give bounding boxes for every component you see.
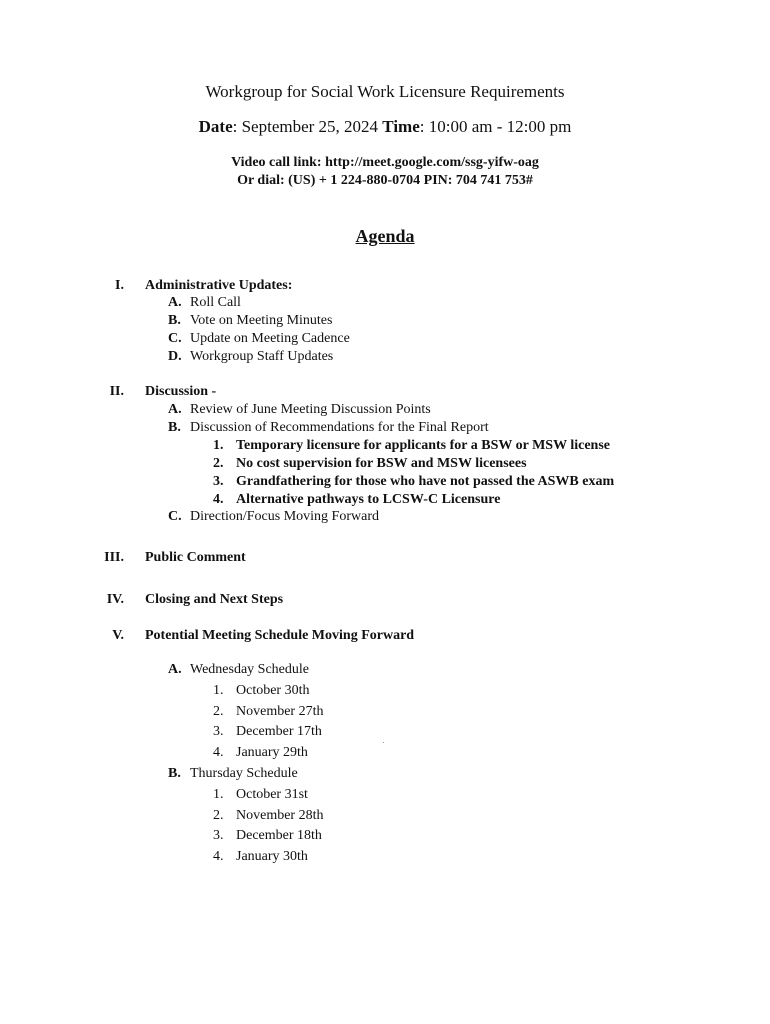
sub-item-marker: 2.: [213, 704, 224, 719]
video-call-link: Video call link: http://meet.google.com/ssg-yifw-oag: [231, 155, 539, 170]
item-text: Workgroup Staff Updates: [190, 349, 334, 364]
section-title-closing-next-steps: Closing and Next Steps: [145, 592, 284, 607]
item-marker: A.: [168, 662, 182, 677]
schedule-date-item: [213, 704, 323, 720]
sub-item-marker: 4.: [213, 849, 224, 864]
sub-item-marker: 1.: [213, 438, 224, 453]
sub-item-marker: 3.: [213, 724, 224, 739]
list-item: [168, 295, 241, 311]
section-number: III.: [104, 550, 124, 565]
item-text: Vote on Meeting Minutes: [190, 313, 333, 328]
sub-item-marker: 1.: [213, 787, 224, 802]
sub-list-item: [213, 492, 500, 508]
item-marker: D.: [168, 349, 182, 364]
item-marker: A.: [168, 402, 182, 417]
section-number: I.: [115, 278, 124, 293]
sub-list-item: [213, 456, 527, 472]
item-text: Review of June Meeting Discussion Points: [190, 402, 431, 417]
item-marker: C.: [168, 509, 182, 524]
sub-item-text: December 17th: [236, 724, 322, 739]
list-item: [168, 331, 350, 347]
sub-item-text: January 29th: [236, 745, 308, 760]
schedule-date-item: [213, 849, 308, 865]
sub-item-text: Temporary licensure for applicants for a BSW or MSW license: [236, 438, 610, 453]
meeting-date-time: [0, 117, 770, 137]
time-value: : 10:00 am - 12:00 pm: [419, 117, 572, 136]
sub-item-text: Alternative pathways to LCSW-C Licensure: [236, 492, 501, 507]
list-item: [168, 509, 379, 525]
sub-list-item: [213, 474, 614, 490]
list-item: [168, 349, 333, 365]
list-item: [168, 662, 309, 678]
sub-item-marker: 2.: [213, 456, 224, 471]
item-marker: B.: [168, 766, 181, 781]
item-text: Thursday Schedule: [190, 766, 298, 781]
schedule-date-item: [213, 724, 322, 740]
item-text: Roll Call: [190, 295, 241, 310]
date-value: : September 25, 2024: [232, 117, 383, 136]
section-number: II.: [109, 384, 124, 399]
section-title-discussion: Discussion -: [145, 384, 217, 399]
sub-item-text: Grandfathering for those who have not passed the ASWB exam: [236, 474, 615, 489]
item-marker: A.: [168, 295, 182, 310]
sub-list-item: [213, 438, 610, 454]
sub-item-text: October 30th: [236, 683, 310, 698]
schedule-date-item: [213, 683, 309, 699]
schedule-date-item: [213, 745, 308, 761]
section-title-meeting-schedule: Potential Meeting Schedule Moving Forward: [145, 628, 415, 643]
sub-item-marker: 4.: [213, 745, 224, 760]
agenda-heading: Agenda: [355, 226, 415, 246]
sub-item-text: December 18th: [236, 828, 322, 843]
sub-item-marker: 3.: [213, 828, 224, 843]
item-marker: B.: [168, 313, 181, 328]
sub-item-text: October 31st: [236, 787, 308, 802]
sub-item-marker: 2.: [213, 808, 224, 823]
list-item: [168, 313, 332, 329]
item-text: Update on Meeting Cadence: [190, 331, 350, 346]
document-title: Workgroup for Social Work Licensure Requirements: [205, 82, 565, 101]
item-marker: B.: [168, 420, 181, 435]
schedule-date-item: [213, 808, 323, 824]
sub-item-marker: 1.: [213, 683, 224, 698]
scan-speck: [383, 742, 384, 743]
sub-item-text: November 28th: [236, 808, 324, 823]
time-label: Time: [382, 117, 420, 136]
schedule-date-item: [213, 828, 322, 844]
sub-item-text: No cost supervision for BSW and MSW licensees: [236, 456, 527, 471]
schedule-date-item: [213, 787, 308, 803]
sub-item-marker: 4.: [213, 492, 224, 507]
dial-in-info: Or dial: (US) + 1 224-880-0704 PIN: 704 741 753#: [237, 173, 533, 188]
list-item: [168, 420, 489, 436]
list-item: [168, 402, 431, 418]
item-text: Wednesday Schedule: [190, 662, 309, 677]
section-title-administrative-updates: Administrative Updates:: [145, 278, 293, 293]
section-title-public-comment: Public Comment: [145, 550, 246, 565]
list-item: [168, 766, 298, 782]
sub-item-text: January 30th: [236, 849, 308, 864]
section-number: IV.: [106, 592, 124, 607]
date-label: Date: [198, 117, 233, 136]
item-marker: C.: [168, 331, 182, 346]
section-number: V.: [112, 628, 124, 643]
item-text: Direction/Focus Moving Forward: [190, 509, 379, 524]
sub-item-text: November 27th: [236, 704, 324, 719]
sub-item-marker: 3.: [213, 474, 224, 489]
item-text: Discussion of Recommendations for the Final Report: [190, 420, 489, 435]
